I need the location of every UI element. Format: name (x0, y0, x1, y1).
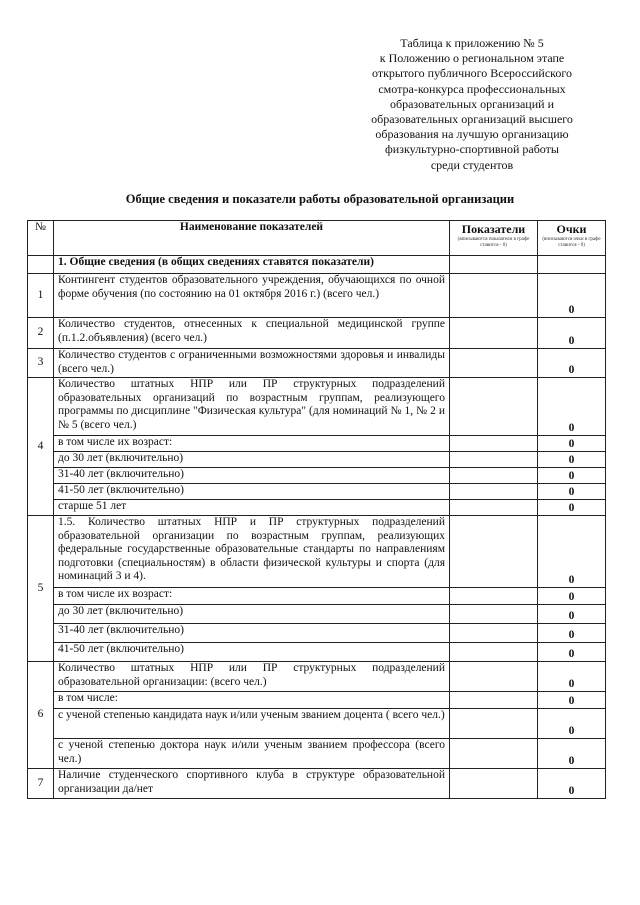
score-cell[interactable]: 0 (538, 274, 606, 318)
table-row (28, 468, 606, 484)
score-cell[interactable]: 0 (538, 516, 606, 588)
row-number: 1 (28, 274, 54, 318)
header-line: Таблица к приложению № 5 (400, 36, 544, 50)
col-indicators-header (450, 221, 538, 256)
row-text: в том числе: (54, 692, 450, 709)
indicator-cell[interactable] (450, 605, 538, 624)
col-no-header: № (28, 221, 54, 256)
row-text: в том числе их возраст: (54, 588, 450, 605)
table-row (28, 274, 606, 318)
table-row (28, 318, 606, 349)
indicator-cell[interactable] (450, 769, 538, 799)
row-number: 7 (28, 769, 54, 799)
indicator-cell[interactable] (450, 624, 538, 643)
score-cell[interactable]: 0 (538, 588, 606, 605)
table-row (28, 624, 606, 643)
indicator-cell[interactable] (450, 500, 538, 516)
table-row (28, 484, 606, 500)
appendix-header (360, 36, 584, 173)
score-cell[interactable]: 0 (538, 468, 606, 484)
row-text: 1.5. Количество штатных НПР и ПР структурных подразделений образовательной организации по возрастным группам, реализующих федеральные государственные образовательные стандарты по направлениям подготовки (специальностям) в области физической культуры и спорта (для номинаций 3 и 4). (54, 516, 450, 588)
row-text: Количество студентов с ограниченными возможностями здоровья и инвалиды (всего чел.) (54, 349, 450, 378)
table-row (28, 709, 606, 739)
header-line: открытого публичного Всероссийского (371, 66, 572, 81)
table-row (28, 769, 606, 799)
indicator-cell[interactable] (450, 436, 538, 452)
table-row (28, 692, 606, 709)
table-header-row (28, 221, 606, 256)
section-row (28, 256, 606, 274)
indicator-cell[interactable] (450, 643, 538, 662)
row-number: 3 (28, 349, 54, 378)
indicators-note: (вписываются показатели в графе ставится - 0) (457, 236, 530, 248)
header-line: среди студентов (430, 157, 514, 172)
row-text: до 30 лет (включительно) (54, 605, 450, 624)
header-line: к Положению о региональном этапе (379, 51, 565, 66)
score-cell[interactable]: 0 (538, 605, 606, 624)
table-row (28, 500, 606, 516)
score-cell[interactable]: 0 (538, 452, 606, 468)
score-cell[interactable]: 0 (538, 709, 606, 739)
table-row (28, 436, 606, 452)
points-note: (вписываются очки в графе ставится - 0) (542, 236, 601, 248)
row-number: 2 (28, 318, 54, 349)
table-row (28, 662, 606, 692)
row-text: Контингент студентов образовательного учреждения, обучающихся по очной форме обучения (по состоянию на 01 октября 2016 г.) (всего чел.) (54, 274, 450, 318)
indicator-cell[interactable] (450, 468, 538, 484)
table-row (28, 588, 606, 605)
indicators-label: Показатели (461, 222, 526, 236)
score-cell[interactable]: 0 (538, 484, 606, 500)
score-cell[interactable]: 0 (538, 318, 606, 349)
score-cell[interactable]: 0 (538, 643, 606, 662)
row-text: в том числе их возраст: (54, 436, 450, 452)
row-text: Количество студентов, отнесенных к специальной медицинской группе (п.1.2.объявления) (всего чел.) (54, 318, 450, 349)
score-cell[interactable]: 0 (538, 739, 606, 769)
row-text: 41-50 лет (включительно) (54, 484, 450, 500)
indicator-cell[interactable] (450, 692, 538, 709)
table-row (28, 739, 606, 769)
score-cell[interactable]: 0 (538, 349, 606, 378)
header-line: образовательных организаций высшего (371, 112, 573, 127)
row-text: до 30 лет (включительно) (54, 452, 450, 468)
indicator-cell[interactable] (450, 739, 538, 769)
col-name-header: Наименование показателей (54, 221, 450, 256)
score-cell[interactable]: 0 (538, 692, 606, 709)
indicator-cell[interactable] (450, 709, 538, 739)
table-row (28, 516, 606, 588)
indicator-cell[interactable] (450, 484, 538, 500)
score-cell[interactable]: 0 (538, 436, 606, 452)
row-text: с ученой степенью доктора наук и/или ученым званием профессора (всего чел.) (54, 739, 450, 769)
row-text: старше 51 лет (54, 500, 450, 516)
indicator-cell[interactable] (450, 378, 538, 436)
header-line: образовательных организаций и (390, 96, 554, 111)
row-text: 41-50 лет (включительно) (54, 643, 450, 662)
indicator-cell[interactable] (450, 274, 538, 318)
score-cell[interactable]: 0 (538, 769, 606, 799)
row-text: с ученой степенью кандидата наук и/или ученым званием доцента ( всего чел.) (54, 709, 450, 739)
row-text: Наличие студенческого спортивного клуба в структуре образовательной организации да/нет (54, 769, 450, 799)
indicator-cell[interactable] (450, 452, 538, 468)
document-title: Общие сведения и показатели работы образовательной организации (125, 192, 515, 206)
score-cell[interactable]: 0 (538, 662, 606, 692)
section-title: 1. Общие сведения (в общих сведениях ставятся показатели) (54, 256, 450, 274)
indicator-cell[interactable] (450, 349, 538, 378)
row-text: 31-40 лет (включительно) (54, 624, 450, 643)
header-line: образования на лучшую организацию (375, 127, 569, 142)
header-line: физкультурно-спортивной работы (385, 142, 559, 157)
row-text: Количество штатных НПР или ПР структурных подразделений образовательной организации: (всего чел.) (54, 662, 450, 692)
table-row (28, 452, 606, 468)
indicator-cell[interactable] (450, 588, 538, 605)
table-row (28, 643, 606, 662)
score-cell[interactable]: 0 (538, 500, 606, 516)
indicator-cell[interactable] (450, 662, 538, 692)
table-row (28, 605, 606, 624)
indicator-cell[interactable] (450, 516, 538, 588)
table-row (28, 349, 606, 378)
score-cell[interactable]: 0 (538, 378, 606, 436)
row-number: 4 (28, 378, 54, 516)
row-text: 31-40 лет (включительно) (54, 468, 450, 484)
row-number: 5 (28, 516, 54, 662)
header-line: смотра-конкурса профессиональных (378, 81, 566, 96)
table-row (28, 378, 606, 436)
indicator-cell[interactable] (450, 318, 538, 349)
row-number: 6 (28, 662, 54, 769)
score-cell[interactable]: 0 (538, 624, 606, 643)
indicators-table (27, 220, 606, 799)
row-text: Количество штатных НПР или ПР структурных подразделений образовательных организаций по возрастным группам, реализующего программы по дисциплине "Физическая культура" (для номинаций № 1, № 2 и № 5 (всего чел.) (54, 378, 450, 436)
points-label: Очки (556, 222, 587, 236)
col-points-header (538, 221, 606, 256)
